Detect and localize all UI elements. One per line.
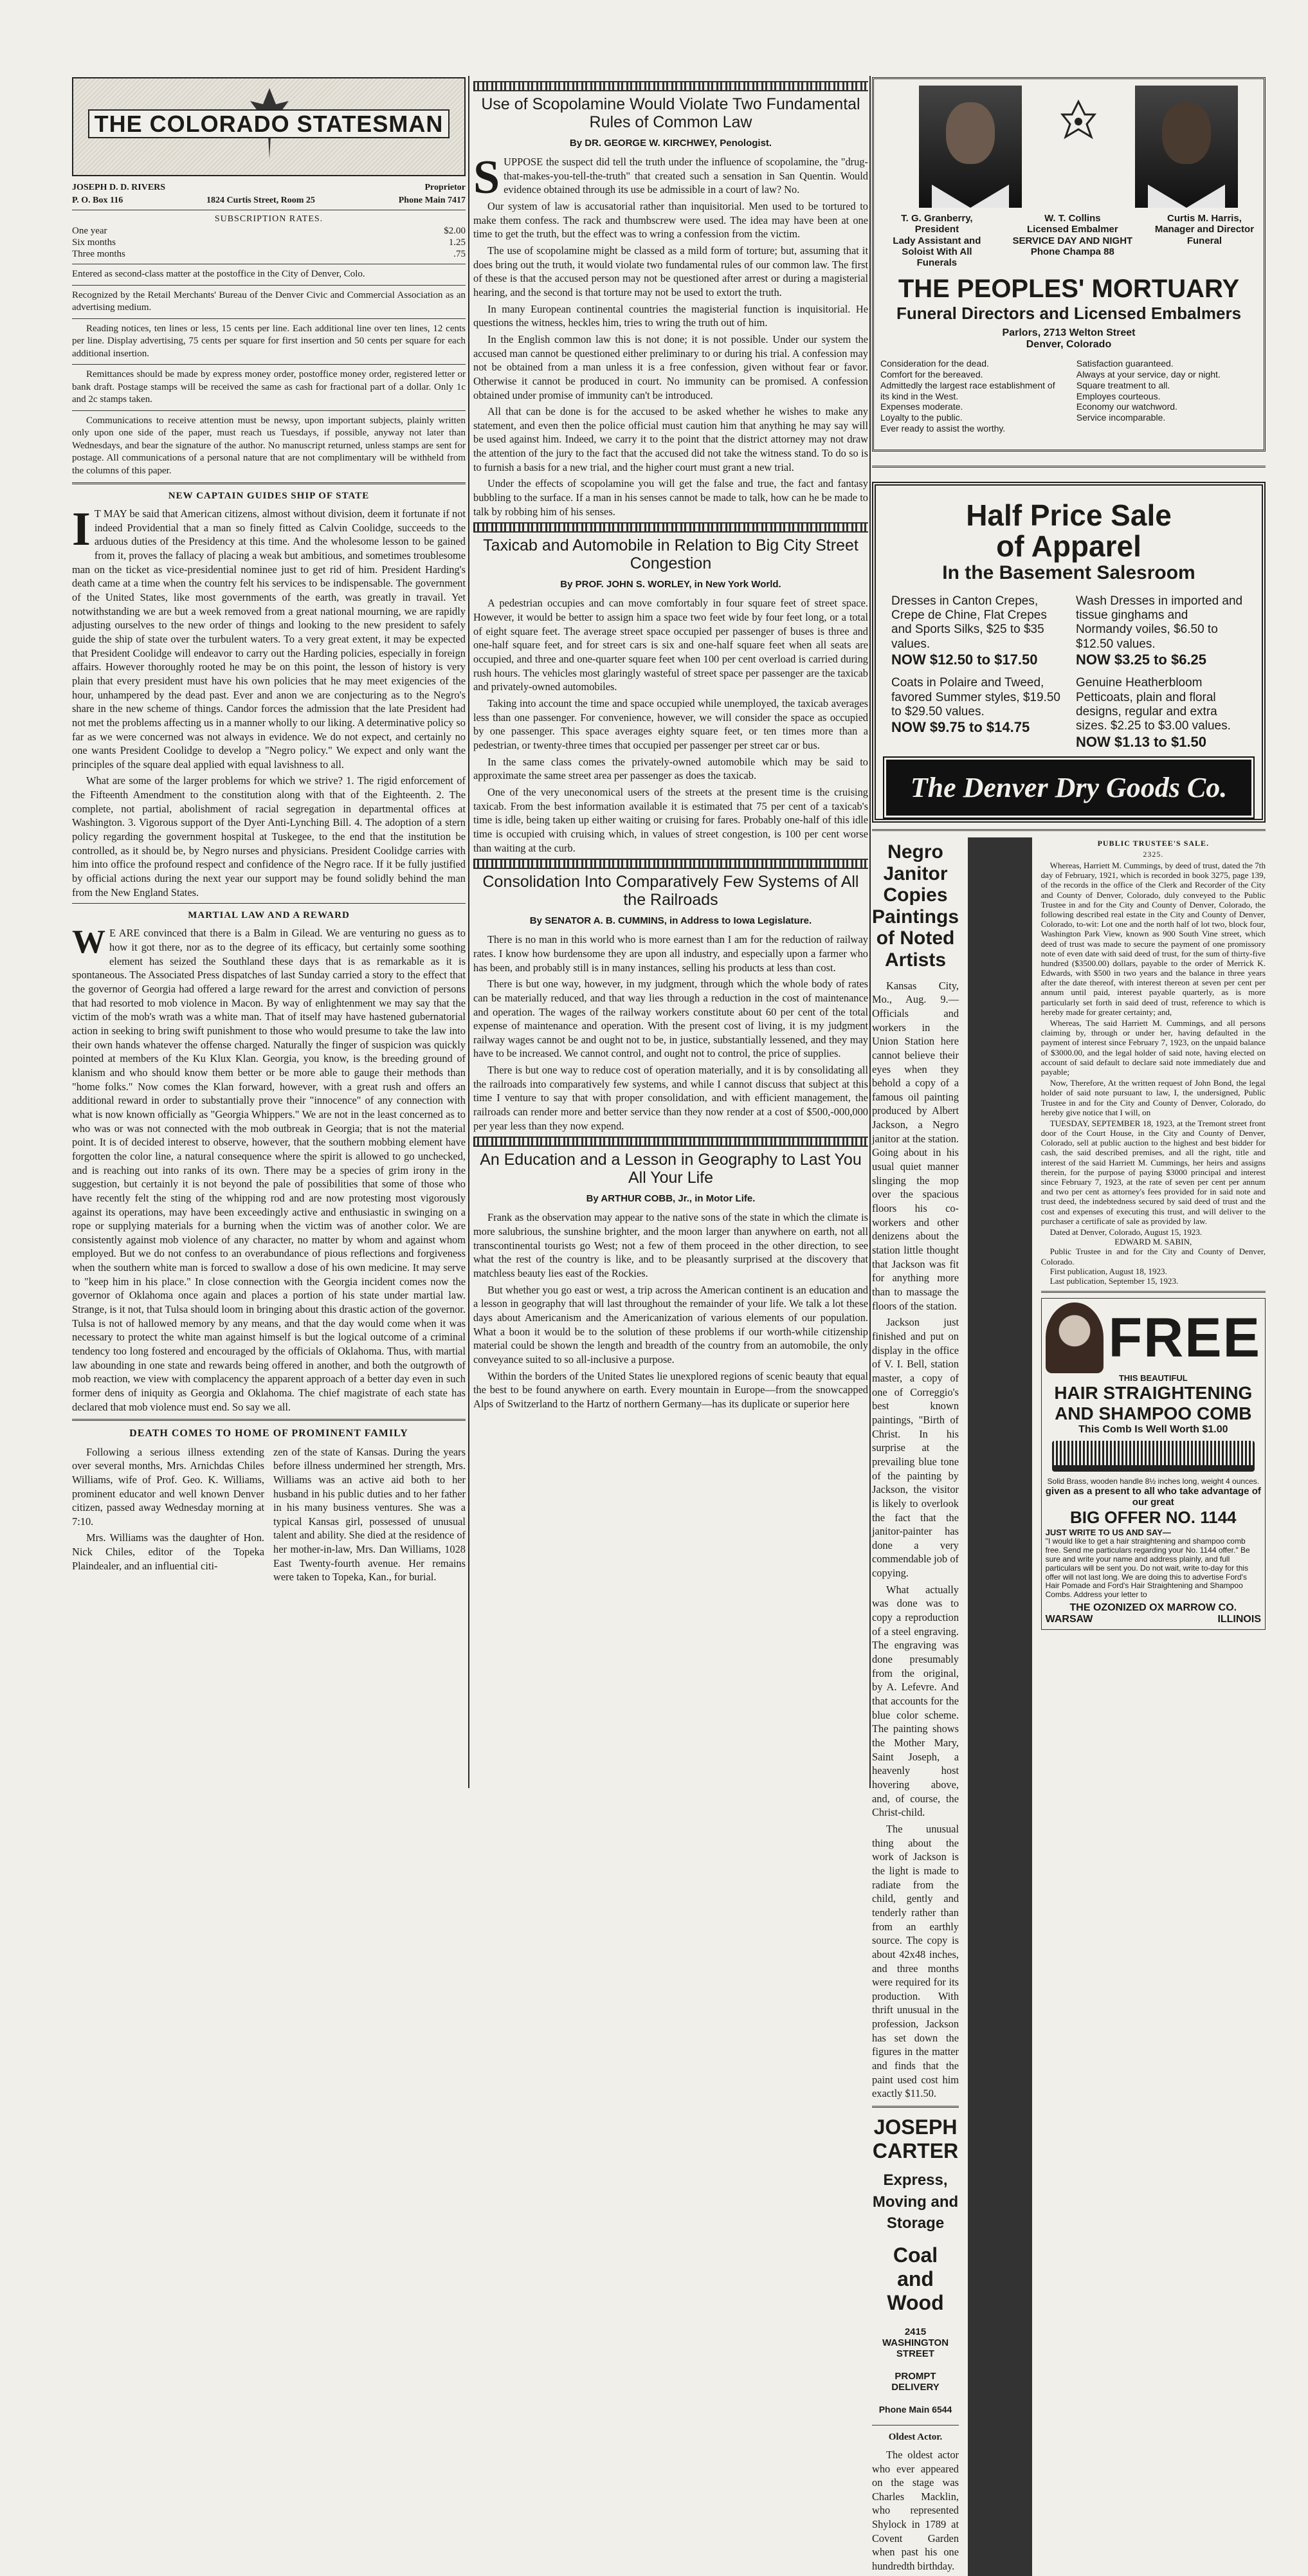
publisher-row [72, 183, 466, 193]
sale-items: Dresses in Canton Crepes, Crepe de Chine, Flat Crepes and Sports Silks, $25 to $35 values. NOW $12.50 to $17.50 Coats in Polaire and Tweed, favored Summer styles, $19.50 to $29.50 values. NOW $9.75 to $14.75 Wash Dresses in imported and tissue ginghams and Normandy voiles, $6.50 to $12.50 values. NOW $3.25 to $6.25 Genuine Heatherbloom Petticoats, plain and floral designs, regular and extra sizes. $2.25 to $3.00 values. NOW $1.13 to $1.50 [891, 594, 1243, 750]
subscription-heading: SUBSCRIPTION RATES. [214, 214, 323, 224]
editorial-body: What are some of the larger problems for which we strive? 1. The rigid enforcement of the Fifteenth Amendment to the constitution along with that of the Eighteenth. 2. The complete, not partial, abolishment of racial segregation in departmental offices at Washington. 3. Vigorous support of the Dyer Anti-Lynching Bill. 4. The adoption of a stern policy regarding the government hospital at Tuskegee, to the end that the institution be controlled, as it should be, by Negro nurses and physicians. President Coolidge carries with him into office the profound respect and confidence of the Negro race. If it be fully justified by official actions during the next year our support may be found solidly behind the man from the New England States. [72, 774, 466, 899]
comb-ad: FREE THIS BEAUTIFUL HAIR STRAIGHTENING AND SHAMPOO COMB This Comb Is Well Worth $1.00 Solid Brass, wooden handle 8½ inches long, weight 4 ounces. given as a present to all who take advantage of our great BIG OFFER NO. 1144 JUST WRITE TO US AND SAY— "I would like to get a hair straightening and shampoo comb free. Send me particulars regarding your No. 1144 offer." Be sure and write your name and address plainly, and full particulars will be sent you. Do not wait, write to-day for this offer will not last long. We are doing this to advertise Ford's Hair Pomade and Ford's Hair Straightening and Shampoo Combs. Address your letter to THE OZONIZED OX MARROW CO. WARSAW ILLINOIS [1041, 1298, 1266, 1630]
article-body: Under the effects of scopolamine you will get the false and true, the fact and fantasy bubbling to the surface. If a man in his senses cannot be made to talk, how can he be made to talk by robbing him of his senses. [473, 477, 868, 518]
mortuary-promises: Consideration for the dead. Comfort for the bereaved. Admittedly the largest race establishment of its kind in the West. Expenses moderate. Loyalty to the public. Ever ready to assist the worthy. Satisfaction guaranteed. Always at your service, day or night. Square treatment to all. Employes courteous. Economy our watchword. Service incomparable. [880, 358, 1221, 434]
article-body: Taking into account the time and space occupied while unemployed, the taxicab averages less than one passenger. For convenience, however, we will consider the space as occupied by one passenger. This space averages eighty square feet, or ten times more than a pedestrian, or twenty-three times that occupied per passenger per street car or bus. [473, 697, 868, 751]
column-middle [473, 77, 868, 1788]
communications-notice: Communications to receive attention must be newsy, upon important subjects, plainly written only upon one side of the paper, must reach us Tuesdays, if possible, anyway not later than Wednesdays, and bear the signature of the author. No manuscript returned, unless stamps are sent for postage. All communications of a personal nature that are not complimentary will be withheld from the columns of this paper. [72, 415, 466, 476]
article-byline: By SENATOR A. B. CUMMINS, in Address to Iowa Legislature. [529, 915, 812, 927]
article-byline: By DR. GEORGE W. KIRCHWEY, Penologist. [569, 138, 772, 149]
editorial-heading: MARTIAL LAW AND A REWARD [188, 910, 350, 921]
remittance-notice: Remittances should be made by express money order, postoffice money order, registered letter or bank draft. Postage stamps will be received the same as cash for fractional part of a dollar. Only 1c and 2c stamps taken. [72, 369, 466, 405]
drop-cap: W [72, 924, 105, 961]
article-body: In the English common law this is not done; it is not possible. Under our system the accused man cannot be questioned either preliminary to or during his trial. A confession may not be obtained from a man unless it is a free confession, given without fear or favor. Otherwise it cannot be produced in court. No immunity can be promised. A confession obtained under promise of immunity can't be introduced. [473, 333, 868, 401]
obituary-heading: DEATH COMES TO HOME OF PROMINENT FAMILY [129, 1428, 408, 1439]
article-byline: By PROF. JOHN S. WORLEY, in New York World. [560, 579, 781, 590]
publisher-role: Proprietor [424, 183, 466, 192]
border-ornament [473, 81, 868, 91]
store-logo: The Denver Dry Goods Co. [886, 760, 1251, 816]
article-title: An Education and a Lesson in Geography to Last You All Your Life [480, 1151, 862, 1187]
lower-right [872, 837, 1266, 2576]
phone: Phone Main 7417 [398, 196, 466, 205]
drop-cap: S [473, 151, 500, 204]
article-body: Kansas City, Mo., Aug. 9.—Officials and workers in the Union Station here cannot believe their eyes when they behold a copy of a famous oil painting produced by Albert Jackson, a Negro janitor at the station. Going about in his usual quiet manner slinging the mop over the spacious floors his co-workers and other denizens about the station little thought that Jackson was fit for anything more than to massage the floors of the station. [872, 979, 959, 1312]
reading-notice: Reading notices, ten lines or less, 15 cents per line. Each additional line over ten lines, 12 cents per line. Display advertising, 75 cents per square for first insertion and 50 cents per square for each additional insertion. [72, 323, 466, 359]
article-title: Use of Scopolamine Would Violate Two Fundamental Rules of Common Law [481, 95, 860, 131]
article-body: One of the very uneconomical users of the streets at the present time is the cruising taxicab. From the best information available it is estimated that 75 per cent of a taxicab's time is idle, being taken up either waiting or cruising for fares. Probably one-half of this idle time is occupied with cruising which, in values of street congestion, is 100 per cent worse than waiting at the curb. [473, 785, 868, 854]
article-body: In the same class comes the privately-owned automobile which may be said to approximate the same street area per passenger as does the taxicab. [473, 755, 868, 782]
sale-subhead: In the Basement Salesroom [942, 562, 1195, 583]
mortuary-staff: T. G. Granberry, President Lady Assistant and Soloist With All Funerals W. T. Collins Licensed Embalmer SERVICE DAY AND NIGHT Phone Champa 88 Curtis M. Harris, Manager and Director Funeral [893, 213, 1255, 268]
obituary-body: Following a serious illness extending over several months, Mrs. Arnichdas Chiles Williams, wife of Prof. Geo. K. Williams, prominent educator and well known Denver citizen, passed away Wednesday morning at 7:10. Mrs. Williams was the daughter of Hon. Nick Chiles, editor of the Topeka Plaindealer, and an influential citi- zen of the state of Kansas. During the years before illness undermined her strength, Mrs. Williams was an active aid both to her husband in his public duties and to her father in his many business ventures. She was a typical Kansas girl, possessed of unusual talent and ability. She died at the residence of her mother-in-law, Mrs. Dan Williams, 1028 East Twenty-fourth avenue. Her remains were taken to Topeka, Kan., for burial. [72, 1445, 466, 1584]
article-body: What actually was done was to copy a reproduction of a steel engraving. The engraving was done presumably from the original, by A. Lefevre. And that accounts for the blue color scheme. The painting shows the Mother Mary, Saint Joseph, a heavenly host hovering above, and, of course, the Christ-child. [872, 1583, 959, 1819]
sale-headline: of Apparel [996, 529, 1141, 563]
border-ornament [473, 859, 868, 869]
carter-ad: JOSEPH CARTER Express, Moving and Storage Coal and Wood 2415 WASHINGTON STREET PROMPT DELIVERY Phone Main 6544 [872, 2115, 959, 2415]
trustee-number: 2325. [1143, 850, 1164, 859]
masthead-title: THE COLORADO STATESMAN [73, 111, 464, 138]
editorial-body: E ARE convinced that there is a Balm in Gilead. We are venturing no guess as to how it got there, nor as to the degree of its efficacy, but certainly some soothing element has seized the Southland these days that is as remarkable as it is spontaneous. The Associated Press dispatches of last Sunday carried a story to the effect that the governor of Georgia had offered a large reward for the arrest and conviction of persons that had resorted to mob violence in Macon. By way of enlightenment we may say that the victim of the mob's wrath was a white man. That of itself may have hastened gubernatorial action in seeking to bring swift punishment to those who would presume to take the law into their own hands whatever the offense charged. Naturally the finger of suspicion was quickly pointed at members of the Ku Klux Klan. Georgia, you know, is the breeding ground of klanism and who should know them better or be more able to gauge their methods than "home folks." Now comes the Klan forward, however, with a great rush and offers an additional reward in order to substantially prove their "innocence" of any connection with what is now known officially as "Georgia Whippers." We are not in the least concerned as to who was or was not connected with the mob outbreak in Georgia; that is not the material point. It is of decided interest to observe, however, that the southern mobbing element have forgotten the color line, a natural consequence where the spirit is allowed to go unchecked, and is reaching out into ranks of its own. There may be a species of grim irony in the suggestion, but certainly it is not beyond the pale of possibilities that some of those who have recently felt the sting of the whipping rod and are now protesting most vigorously against its operations, may have been exceedingly active and enthusiastic in swinging on a rope or supplying materials for a burning when the victim was of another color. We are consistently against mob violence of any character, no matter by whom and against whom employed. But we do not confess to an overabundance of pious reflections and forgiveness when the southern white man is forced to swallow a dose of his own medicine. It may serve to "keep him in his place." In close connection with the Georgia incident comes now the governor of Oklahoma once again and places a portion of his state under martial law. Strange, is it not, that Tulsa should loom in bringing about this drastic action of the governor. Tulsa is not of hallowed memory by any means, and that the day would come when it was necessary to protect the white man against himself is but the logical outcome of a criminal tendency too long fostered and encouraged by the officials of Oklahoma. Thus, with martial law abounding in one state and rewards being offered in another, and both the outgrowth of mob reaction, we view with complacency the apparent approach of a better day even in such former dens of iniquity as Georgia and Oklahoma. The chief magistrate of each state has declared that mob violence must end. So say we all. [72, 927, 466, 1413]
article-title: Negro Janitor Copies Paintings of Noted Artists [872, 841, 959, 971]
mortuary-city: Denver, Colorado [1026, 339, 1112, 351]
article-body: There is but one way, however, in my judgment, through which the whole body of rates can be materially reduced, and that way lies through a reduction in the cost of maintenance and operation. The wages of the railway workers constitute about 60 per cent of the total expense of maintenance and operation. With the present cost of living, it is my judgment railway wages cannot be and ought not to be, in justice, substantially lessened, and they may have to be increased. We cannot control, and ought not to control, the price of supplies. [473, 978, 868, 1060]
portrait-photo [919, 86, 1022, 208]
sale-headline: Half Price Sale [966, 498, 1172, 532]
mortuary-parlors: Parlors, 2713 Welton Street [1002, 327, 1136, 339]
article-body: All that can be done is for the accused to be asked whether he wishes to make any statement, and even then the police official must caution him that anything he may say will be used against him. Indeed, we carry it to the point that the district attorney may not draw the attention of the jury to the fact that the accused did not take the witness stand. To do so is to furnish a basis for a new trial, and the higher court must grant a new trial. [473, 405, 868, 473]
oldest-actor-body: The oldest actor who ever appeared on the stage was Charles Macklin, who represented Shylock in 1789 at Covent Garden when past his one hundredth birthday. [872, 2448, 959, 2573]
trustee-heading: PUBLIC TRUSTEE'S SALE. [1097, 839, 1210, 848]
masthead [72, 77, 466, 176]
rate-row: Six months 1.25 [72, 237, 466, 248]
sale-ad [872, 482, 1266, 823]
border-ornament [473, 522, 868, 533]
article-body: In many European continental countries the magisterial function is inquisitorial. He questions the witness, heckles him, tries to wring the truth out of him. [473, 302, 868, 329]
po-box: P. O. Box 116 [72, 196, 123, 205]
portrait-photo [1135, 86, 1238, 208]
publisher-name: JOSEPH D. D. RIVERS [72, 183, 166, 192]
trustee-notice: Whereas, Harriett M. Cummings, by deed of trust, dated the 7th day of February, 1921, which is recorded in book 3275, page 139, of the records in the office of the Clerk and Recorder of the City and County of Denver, Colorado, duly conveyed to the Public Trustee in and for the City and County of Denver, Colorado, the following described real estate in the City and County of Denver, Colorado, to-wit: Lot one and the north half of lot two, block four, Washington Park View, known as 900 South Vine street, which deed of trust was made to secure the payment of one promissory note of even date with said deed of trust, for the sum of thirty-five hundred ($3500.00) dollars, payable to the order of Merrick K. Edwards, with $500 in two years and the balance in three years after the date thereof, with interest thereon at seven per cent per annum until paid, interest payable quarterly, as is more particularly set forth in said deed of trust, reference to which is hereby made for greater certainty; and, Whereas, The said Harriett M. Cummings, and all persons claiming by, through or under her, having defaulted in the payment of interest since February 7, 1923, on the unpaid balance of $3000.00, and the legal holder of said note, having elected on account of said default to declare said note immediately due and payable; Now, Therefore, At the written request of John Bond, the legal holder of said note pursuant to law, I, the undersigned, Public Trustee in and for the City and County of Denver, Colorado, do hereby give notice that I will, on TUESDAY, SEPTEMBER 18, 1923, at the Tremont street front door of the Court House, in the City and County of Denver, Colorado, sell at public auction to the highest and best bidder for cash, the said described premises, and all the right, title and interest of the said Harriett M. Cummings, her heirs and assigns therein, for the purpose of paying $3000 principal and interest since February 7, 1923, at the rate of seven per cent per annum and two per cent as attorney's fees provided for in said note and trust deed, the indebtedness secured by said deed of trust and the cost and expenses of executing this trust, and will deliver to the purchaser a certificate of sale as provided by law. Dated at Denver, Colorado, August 15, 1923. EDWARD M. SABIN, Public Trustee in and for the City and County of Denver, Colorado. First publication, August 18, 1923. Last publication, September 15, 1923. [1040, 861, 1266, 1286]
street-address: 1824 Curtis Street, Room 25 [206, 196, 315, 205]
girl-portrait-icon [1046, 1302, 1104, 1373]
article-body: Within the borders of the United States lie unexplored regions of scenic beauty that equal the best to be found anywhere on earth. Every mountain in Europe—from the snowcapped Alps of Switzerland to the Hartz of northern Germany—has its duplicate or superior here [473, 1369, 868, 1410]
rate-row: One year $2.00 [72, 226, 466, 236]
article-body: There is but one way to reduce cost of operation materially, and it is by consolidating all the railroads into comparatively few systems, and while I cannot discuss that subject at this time I venture to say that with proper consolidation, and with efficient management, the railroads can render more and better service than they now render at a cost of $500,-000,000 per year less than they now expend. [473, 1064, 868, 1132]
border-ornament [473, 1137, 868, 1147]
article-body: UPPOSE the suspect did tell the truth under the influence of scopolamine, the "drug-that-makes-you-tell-the-truth" that created such a sensation in San Quentin. Would evidence obtained through its use be admissible in a court of law? No. [504, 156, 868, 196]
article-body: A pedestrian occupies and can move comfortably in four square feet of street space. However, it would be better to assign him a space two feet wide by four feet long, or a total of eight square feet. The average street space occupied per passenger of buses is three and one-half square feet, and for street cars is six and one-half square feet when all seats are occupied, and three and one-quarter square feet when 100 per cent overload is carried during rush hours. The vehicles most glaringly wasteful of street space per passenger are the taxicab and privately-owned automobiles. [473, 597, 868, 693]
mortuary-ad [872, 77, 1266, 452]
article-byline: By ARTHUR COBB, Jr., in Motor Life. [586, 1193, 756, 1205]
article-title: Consolidation Into Comparatively Few Systems of All the Railroads [482, 873, 859, 909]
recognized-notice: Recognized by the Retail Merchants' Bureau of the Denver Civic and Commercial Association as an advertising medium. [72, 289, 466, 313]
drop-cap: I [72, 503, 91, 556]
mortuary-name: THE PEOPLES' MORTUARY [898, 275, 1240, 304]
rate-row: Three months .75 [72, 249, 466, 259]
emblem-icon [1059, 98, 1098, 150]
entered-notice: Entered as second-class matter at the postoffice in the City of Denver, Colo. [72, 269, 365, 279]
article-body: There is no man in this world who is more earnest than I am for the reduction of railway rates. I know how burdensome they are upon all industry, and especially upon a farmer who has been, and probably still is in many instances, selling his products at less than cost. [473, 933, 868, 974]
article-body: Frank as the observation may appear to the native sons of the state in which the climate is more salubrious, the sunshine brighter, and the moon larger than anywhere on earth, not all transcontinental tourists go West; not a few of them proceed in the other direction, to see what the rest of the country is like, and to be pleasantly surprised at the discovery that matchless beauty lies east of the Rockies. [473, 1211, 868, 1280]
column-rule [468, 76, 469, 1788]
lower-right-left [872, 837, 959, 2576]
lower-right-right [1041, 837, 1266, 2576]
oldest-actor-heading: Oldest Actor. [888, 2431, 943, 2442]
article-body: Jackson just finished and put on display in the office of V. I. Bell, station master, a copy of one of Correggio's best known paintings, "Birth of Christ. In his surprise at the prevailing blue tone of the painting by Jackson, the visitor is likely to overlook the fact that the janitor-painter has done a very commendable job of copying. [872, 1316, 959, 1580]
editorial-heading: NEW CAPTAIN GUIDES SHIP OF STATE [168, 491, 370, 501]
article-body: The unusual thing about the work of Jackson is the light is made to radiate from the child, gently and tenderly rather than from an earthly source. The copy is about 42x48 inches, and three months were required for its production. With thrift unusual in the profession, Jackson has set down the figures in the matter and finds that the paint used cost him exactly $11.50. [872, 1822, 959, 2100]
column-left [72, 77, 466, 1788]
article-body: Our system of law is accusatorial rather than inquisitorial. Men used to be tortured to make them confess. The rack and thumbscrew were used. The idea may have been at one time to get the truth, but the effect was to wring a confession from the victim. [473, 199, 868, 241]
mortuary-tagline: Funeral Directors and Licensed Embalmers [896, 304, 1242, 324]
article-body: But whether you go east or west, a trip across the American continent is an education and a lesson in geography that will last throughout the remainder of your life. We talk a lot these days about Americanism and the Americanization of various elements of our population. What a boon it would be to the solution of these problems if our worth-while citizenship material could be shown the length and breadth of the country from an automobile, the only conveyance suited to so all-inclusive a purpose. [473, 1283, 868, 1366]
article-body: The use of scopolamine might be classed as a mild form of torture; but, assuming that it does bring out the truth, it would violate two fundamental rules of our common law. The first of these is that the accused person may not be questioned after arrest or during a magisterial hearing, and the second is that torture may not be used to extort the truth. [473, 244, 868, 298]
article-title: Taxicab and Automobile in Relation to Big City Street Congestion [483, 536, 858, 573]
column-right [872, 77, 1266, 2573]
comb-icon [1052, 1441, 1255, 1472]
address-row [72, 196, 466, 206]
editorial-body: T MAY be said that American citizens, almost without division, deem it fortunate if not indeed Providential that a man so finely fitted as Calvin Coolidge, succeeds to the arduous duties of the Presidency at this time. And the wholesome lesson to be gained from it, proves the fallacy of placing a weak but ambitious, and sometimes troublesome man on the ticket as vice-presidential nominee just to get rid of him. President Harding's death came at a time when the country felt his services to be indispensable. The government of the United States, like most governments of the earth, was greatly in travail. Yet notwithstanding we are but a week removed from a great national mourning, we are rapidly adjusting ourselves to the new order of things and looking to the new president to safely guide the ship of state over the turbulent waters. To a very great extent, it may be expected that President Coolidge will endeavor to carry out the Harding policies, especially in foreign affairs. However thoroughly rooted he may be on this point, the lesson of history is very plain that every president must have his own policies that he may meet exigencies of the hour, unhampered by the dead past. Ever and anon we are conjecturing as to the Negro's share in the new scheme of things. Candor forces the admission that the late President had not met the problems affecting us in a manner wholly to our liking. A determinative policy so far as we were concerned was not always in evidence. We do not expect, and certainly no one wants President Coolidge to develop a "Negro policy." We expect and only want the principles of the square deal applied with equal lavishness to all. [72, 507, 466, 771]
column-rule [869, 76, 871, 1788]
